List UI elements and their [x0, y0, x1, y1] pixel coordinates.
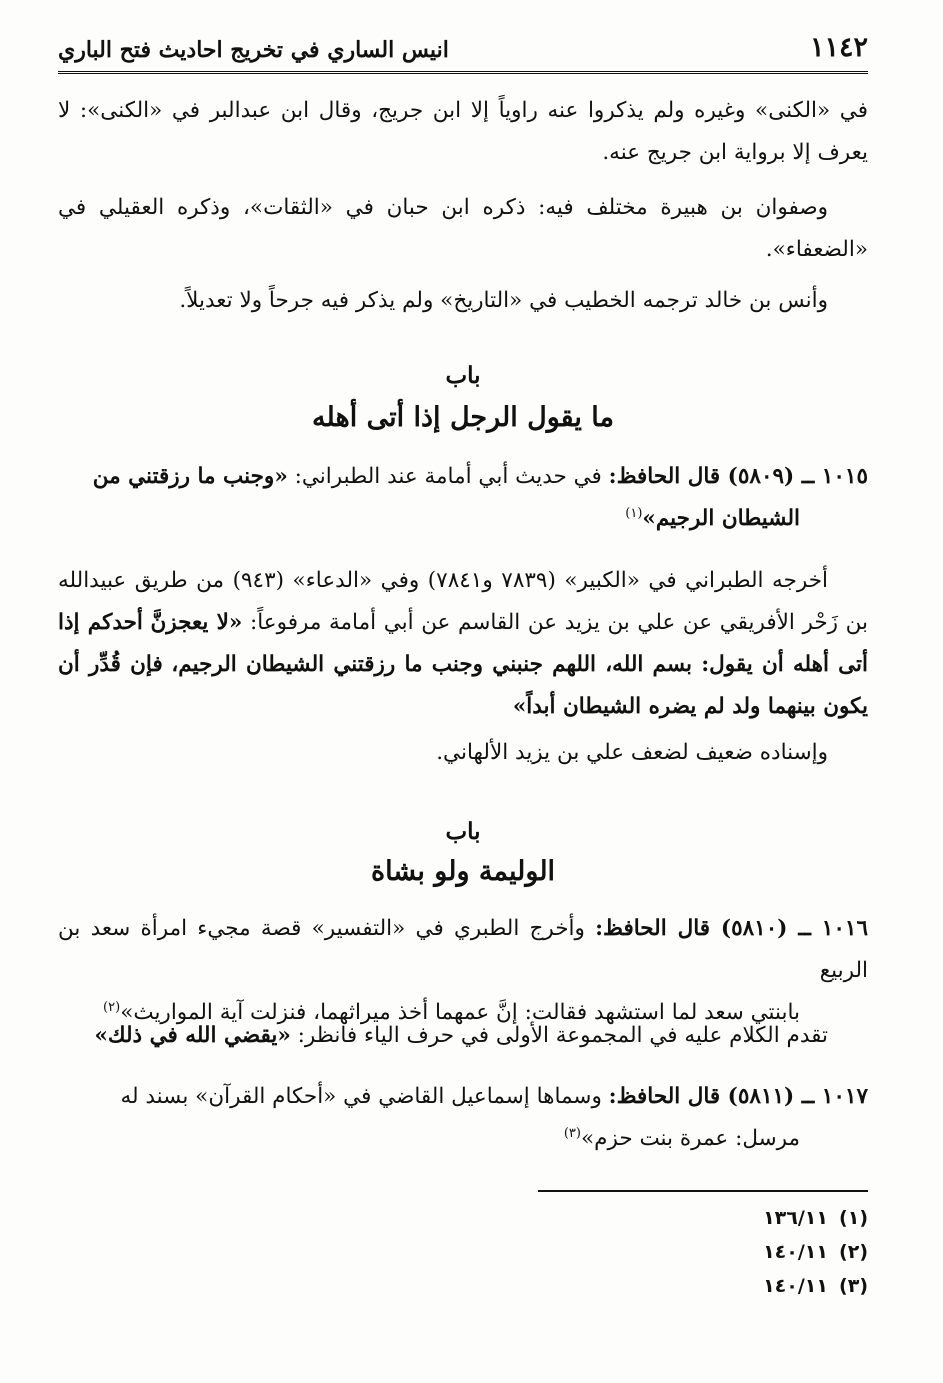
footnote-3-reference: ١٤٠/١١ [763, 1275, 828, 1297]
footnote-ref-2: (٢) [103, 999, 121, 1015]
hadith-1015-number: ١٠١٥ ــ (٥٨٠٩) قال الحافظ: [608, 464, 868, 489]
footnote-3 [763, 1275, 868, 1297]
takhrij-1015-quote-line3: أحدكم إذا أتى أهله أن يقول: بسم الله، اللهم جنبني وجنب ما رزقتني الشيطان الرجيم، [58, 610, 869, 677]
paragraph-anas: وأنس بن خالد ترجمه الخطيب في «التاريخ» ولم يذكر فيه جرحاً ولا تعديلاً. [179, 288, 828, 313]
footnote-1-reference: ١٣٦/١١ [763, 1207, 828, 1229]
hadith-1017-number: ١٠١٧ ــ (٥٨١١) قال الحافظ: [608, 1084, 868, 1109]
hadith-1015-text: في حديث أبي أمامة عند الطبراني: [287, 464, 609, 489]
hadith-1017-text-2: مرسل: عمرة بنت حزم» [580, 1126, 800, 1151]
footnote-2 [763, 1241, 868, 1263]
cross-reference-text: تقدم الكلام عليه في المجموعة الأولى في حرف الياء فانظر: [290, 1023, 828, 1048]
isnad-note-1015: وإسناده ضعيف لضعف علي بن يزيد الألهاني. [436, 740, 828, 765]
hadith-1016-text-2: بابنتي سعد لما استشهد فقالت: إنَّ عمهما أخذ ميراثهما، فنزلت آية المواريث» [120, 1000, 800, 1025]
running-title: انيس الساري في تخريج احاديث فتح الباري [58, 37, 449, 63]
hadith-1016-number: ١٠١٦ ــ (٥٨١٠) قال الحافظ: [595, 916, 868, 941]
takhrij-1015 [58, 560, 868, 728]
hadith-1015 [58, 456, 868, 540]
hadith-1017 [58, 1076, 868, 1160]
footnote-divider [538, 1190, 868, 1192]
hadith-1015-quote-2: الشيطان الرجيم» [642, 506, 800, 531]
footnote-ref-1: (١) [625, 505, 643, 521]
page-number: ١١٤٢ [809, 32, 868, 63]
takhrij-1015-line1: أخرجه الطبراني في «الكبير» (٧٨٣٩ و٧٨٤١) وفي «الدعاء» (٩٤٣) من طريق [134, 568, 828, 593]
paragraph-safwan: وصفوان بن هبيرة مختلف فيه: ذكره ابن حبان في «الثقات»، وذكره العقيلي في «الضعفاء». [58, 195, 868, 262]
hadith-1015-quote-1: «وجنب ما رزقتني من [92, 464, 288, 489]
cross-reference-1016 [58, 1015, 868, 1057]
section-title-2: الوليمة ولو بشاة [370, 856, 556, 887]
paragraph-kuna: في «الكنى» وغيره ولم يذكروا عنه راوياً إلا ابن جريج، وقال ابن عبدالبر في «الكنى»: لا يعرف إلا برواية ابن جريج عنه. [58, 98, 868, 165]
page-header [58, 30, 868, 74]
section-label-1: باب [445, 362, 481, 389]
section-label-2: باب [445, 818, 481, 845]
takhrij-1015-line2: عبيدالله بن زَحْر الأفريقي عن علي بن يزيد عن القاسم عن أبي أمامة مرفوعاً: [58, 568, 868, 635]
footnote-1-number: (١) [839, 1207, 868, 1229]
cross-reference-title: «يقضي الله في ذلك» [94, 1023, 291, 1048]
section-title-1: ما يقول الرجل إذا أتى أهله [312, 402, 614, 433]
footnote-2-number: (٢) [839, 1241, 868, 1263]
footnote-ref-3: (٣) [563, 1125, 581, 1141]
footnote-1 [763, 1207, 868, 1229]
hadith-1016-text-1: وأخرج الطبري في «التفسير» قصة مجيء امرأة سعد بن الربيع [58, 916, 868, 983]
footnote-3-number: (٣) [839, 1275, 868, 1297]
hadith-1017-text-1: وسماها إسماعيل القاضي في «أحكام القرآن» بسند له [120, 1084, 609, 1109]
takhrij-1015-quote-line4: فإن قُدِّر أن يكون بينهما ولد لم يضره الشيطان أبداً» [58, 652, 868, 719]
takhrij-1015-quote-start: «لا يعجزنَّ [150, 610, 243, 635]
footnote-2-reference: ١٤٠/١١ [763, 1241, 828, 1263]
